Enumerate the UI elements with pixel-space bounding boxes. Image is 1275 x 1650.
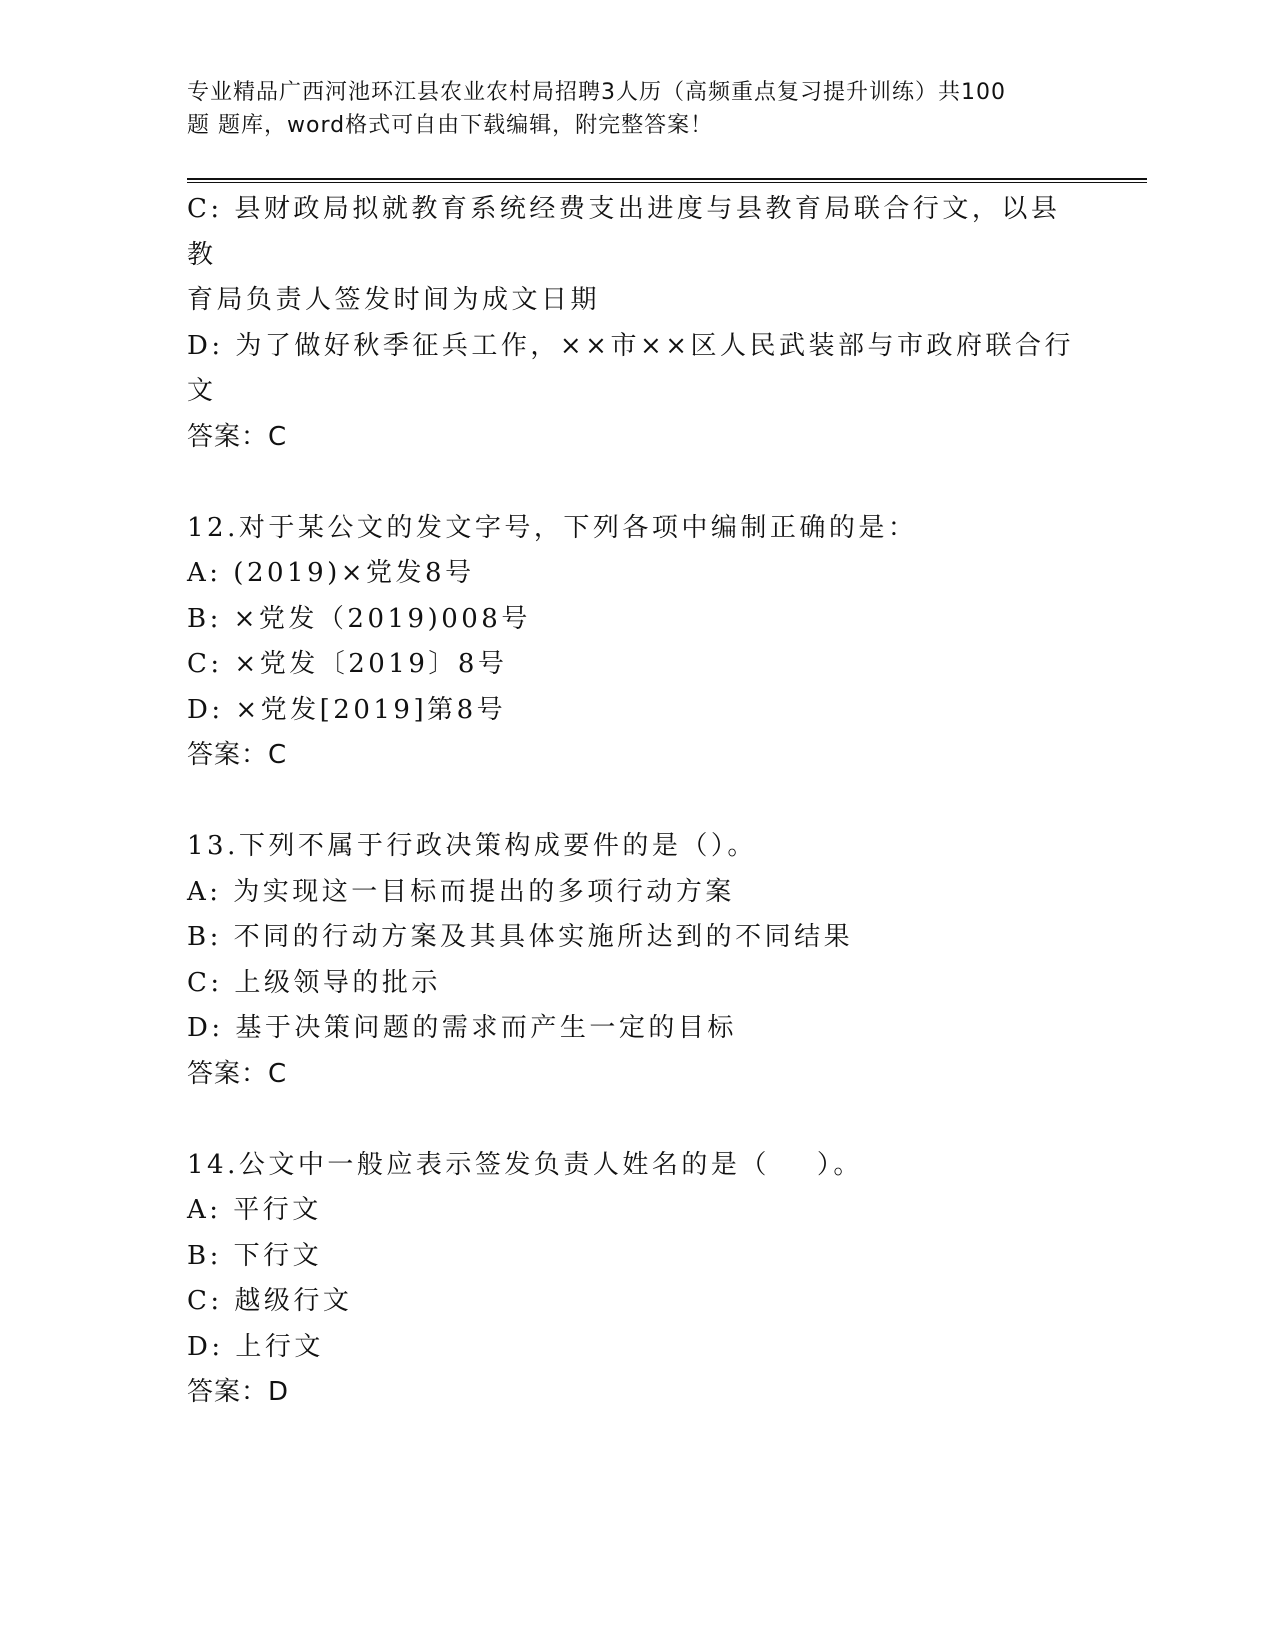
header-divider-top [187, 178, 1147, 180]
question-12 [187, 506, 1087, 779]
option-d: D: ×党发[2019]第8号 [187, 694, 507, 725]
option-c-line2: 育局负责人签发时间为成文日期 [187, 285, 601, 315]
option-d: D: 基于决策问题的需求而产生一定的目标 [187, 1013, 737, 1043]
option-b: B: ×党发（2019)008号 [187, 603, 531, 634]
question-text: 14.公文中一般应表示签发负责人姓名的是（ ）。 [187, 1149, 863, 1180]
option-a: A: 平行文 [187, 1195, 322, 1225]
page-header [187, 76, 1087, 142]
question-14 [187, 1143, 1087, 1416]
answer: 答案：D [187, 1377, 290, 1407]
header-divider-bottom [187, 182, 1147, 183]
option-b: B: 不同的行动方案及其具体实施所达到的不同结果 [187, 922, 854, 952]
question-text: 12.对于某公文的发文字号，下列各项中编制正确的是： [187, 512, 918, 543]
option-c-line1: C: 县财政局拟就教育系统经费支出进度与县教育局联合行文，以县教 [187, 194, 1061, 270]
question-content [187, 187, 1087, 1416]
option-c: C: ×党发〔2019〕8号 [187, 649, 508, 679]
option-d: D: 上行文 [187, 1331, 324, 1362]
spacer [187, 779, 1087, 825]
question-text: 13.下列不属于行政决策构成要件的是（）。 [187, 831, 757, 861]
option-b: B: 下行文 [187, 1240, 323, 1271]
option-d-line1: D: 为了做好秋季征兵工作，××市××区人民武装部与市政府联合行 [187, 330, 1075, 361]
option-a: A: 为实现这一目标而提出的多项行动方案 [187, 876, 735, 907]
option-c: C: 越级行文 [187, 1286, 353, 1316]
answer: 答案：C [187, 1058, 288, 1089]
question-13 [187, 824, 1087, 1097]
option-c: C: 上级领导的批示 [187, 967, 441, 998]
answer: 答案：C [187, 421, 288, 452]
option-a: A: (2019)×党发8号 [187, 558, 475, 588]
spacer [187, 1097, 1087, 1143]
answer: 答案：C [187, 740, 288, 770]
spacer [187, 460, 1087, 506]
question-11-tail [187, 187, 1087, 460]
option-d-line2: 文 [187, 376, 217, 406]
header-title-line1: 专业精品广西河池环江县农业农村局招聘3人历（高频重点复习提升训练）共100 [187, 80, 1006, 105]
header-title-line2: 题 题库，word格式可自由下载编辑，附完整答案！ [187, 113, 714, 138]
